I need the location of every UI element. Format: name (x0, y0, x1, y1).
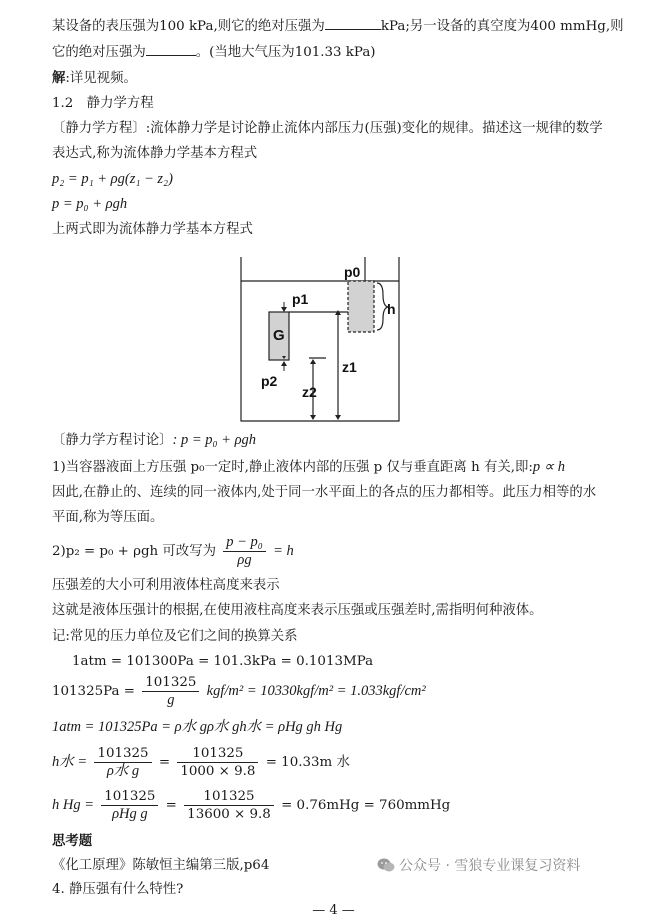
point-1-line-3: 平面,称为等压面。 (52, 510, 164, 525)
question-text-a: 某设备的表压强为100 kPa,则它的绝对压强为 (52, 19, 325, 34)
kgf-denominator: g (167, 692, 175, 708)
kgf-numerator: 101325 (142, 674, 199, 692)
mercury-column-line (52, 787, 450, 824)
definition-line-1 (52, 120, 603, 138)
page-number: — 4 — (312, 903, 355, 918)
point-2-numerator: p − p₀ (223, 534, 266, 552)
kgf-fraction (142, 674, 199, 709)
discussion-label: 〔静力学方程讨论〕 (52, 433, 173, 448)
watermark-text: 公众号 · 雪狼专业课复习资料 (399, 858, 581, 874)
point-1 (52, 458, 565, 477)
answer-text: :详见视频。 (65, 71, 137, 86)
point-1-line-2: 因此,在静止的、连续的同一液体内,处于同一水平面上的各点的压力都相等。此压力相等的水 (52, 485, 597, 500)
point-2-result: = h (273, 543, 294, 559)
liquid-column-h (348, 281, 374, 332)
point-1-relation: p ∝ h (532, 459, 566, 475)
kgf-lhs: 101325Pa = (52, 684, 135, 699)
hydrostatic-diagram (236, 253, 401, 425)
section-heading: 1.2 静力学方程 (52, 96, 154, 111)
question-text-b: kPa;另一设备的真空度为400 mmHg,则 (380, 19, 624, 34)
water-denominator-2: 1000 × 9.8 (180, 764, 256, 779)
label-p0: p0 (344, 264, 361, 280)
mercury-denominator-1: ρHg g (112, 806, 148, 822)
answer-label: 解 (52, 70, 66, 86)
mercury-lhs: h Hg = (52, 797, 95, 813)
kgf-rest: kgf/m² = 10330kgf/m² = 1.033kgf/cm² (206, 683, 426, 699)
discussion-equation: : p = p₀ + ρgh (172, 432, 257, 448)
p1-arrow-head (281, 307, 287, 312)
question-4: 4. 静压强有什么特性? (52, 882, 184, 897)
mercury-fraction-2 (184, 788, 274, 823)
container-outline (241, 257, 399, 421)
kgf-conversion-line (52, 673, 426, 710)
definition-line-2: 表达式,称为流体静力学基本方程式 (52, 146, 258, 161)
label-h: h (387, 301, 396, 317)
z2-arrow-bottom (310, 415, 316, 420)
label-z1: z1 (342, 359, 357, 375)
equation-1: p₂ = p₁ + ρg(z₁ − z₂) (52, 171, 173, 187)
units-note-line: 记:常见的压力单位及它们之间的换算关系 (52, 629, 298, 644)
definition-text-1: :流体静力学是讨论静止流体内部压力(压强)变化的规律。描述这一规律的数学 (145, 121, 603, 136)
p2-arrow-head (281, 361, 287, 366)
point-2-fraction (223, 534, 266, 569)
atm-density-line: 1atm = 101325Pa = ρ水 gρ水 gh水 = ρHg gh Hg (52, 719, 343, 735)
water-lhs: h水 = (52, 754, 88, 770)
water-numerator-1: 101325 (94, 745, 151, 763)
z2-arrow-top (310, 359, 316, 364)
water-numerator-2: 101325 (177, 745, 258, 763)
atm-conversion-line: 1atm = 101300Pa = 101.3kPa = 0.1013MPa (72, 654, 374, 669)
question-line-2 (52, 43, 376, 62)
z1-arrow-bottom (335, 415, 341, 420)
mercury-denominator-2: 13600 × 9.8 (187, 807, 271, 822)
water-fraction-2 (177, 745, 258, 780)
pressure-difference-line: 压强差的大小可利用液体柱高度来表示 (52, 578, 280, 593)
wechat-icon (377, 857, 395, 873)
label-z2: z2 (302, 384, 317, 400)
point-2-denominator: ρg (237, 552, 252, 568)
discussion-heading (52, 431, 256, 450)
question-text-c: 它的绝对压强为 (52, 45, 146, 60)
answer-blank-2 (146, 43, 196, 56)
water-column-line (52, 744, 350, 781)
water-equals: = (158, 755, 171, 770)
point-2 (52, 533, 294, 570)
equation-2: p = p₀ + ρgh (52, 196, 128, 212)
water-result: = 10.33m 水 (265, 755, 350, 770)
mercury-numerator-1: 101325 (101, 788, 158, 806)
answer-blank-1 (325, 17, 381, 30)
equation-note: 上两式即为流体静力学基本方程式 (52, 222, 253, 237)
answer-line (52, 69, 137, 88)
book-reference: 《化工原理》陈敏恒主编第三版,p64 (52, 858, 270, 873)
water-fraction-1 (94, 745, 151, 780)
point-2-text: 2)p₂ = p₀ + ρgh 可改写为 (52, 544, 216, 559)
gauge-basis-line: 这就是液体压强计的根据,在使用液柱高度来表示压强或压强差时,需指明何种液体。 (52, 603, 543, 618)
water-denominator-1: ρ水 g (106, 763, 140, 779)
question-line-1 (52, 17, 623, 36)
mercury-result: = 0.76mHg = 760mmHg (281, 798, 451, 813)
label-p1: p1 (292, 291, 309, 307)
watermark (377, 855, 580, 875)
mercury-equals: = (165, 798, 177, 813)
mercury-fraction-1 (101, 788, 158, 823)
think-title: 思考题 (52, 833, 93, 849)
question-text-d: 。(当地大气压为101.33 kPa) (195, 45, 376, 60)
point-1-text: 1)当容器液面上方压强 p₀一定时,静止液体内部的压强 p 仅与垂直距离 h 有关,即: (52, 460, 533, 475)
mercury-numerator-2: 101325 (184, 788, 274, 806)
label-p2: p2 (261, 373, 278, 389)
definition-label: 〔静力学方程〕 (52, 121, 146, 136)
label-g: G (273, 327, 285, 344)
